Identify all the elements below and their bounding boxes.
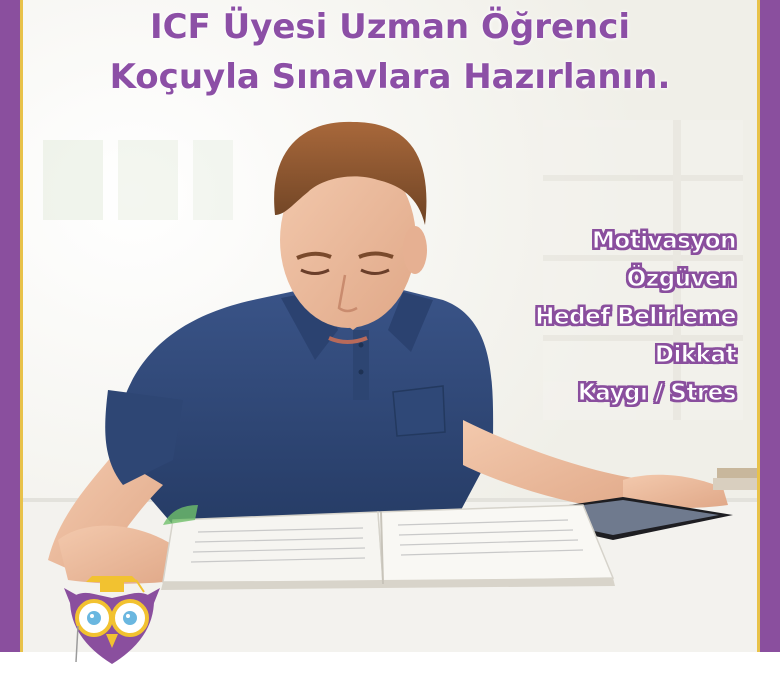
topic-motivasyon: Motivasyon (592, 228, 736, 254)
topic-hedef-belirleme: Hedef Belirleme (535, 304, 736, 330)
topic-kaygi-stres: Kaygı / Stres (577, 380, 736, 406)
topic-dikkat: Dikkat (654, 342, 736, 368)
topic-ozguven: Özgüven (626, 266, 736, 292)
owl-graduate-icon (56, 568, 168, 668)
left-frame-border (0, 0, 20, 652)
headline-line-1: ICF Üyesi Uzman Öğrenci (149, 7, 631, 47)
window (43, 140, 233, 220)
headline-line-2: Koçuyla Sınavlara Hazırlanın. (109, 57, 671, 97)
open-book (161, 505, 615, 590)
headline (23, 2, 757, 102)
coaching-topics-list (535, 222, 736, 412)
right-frame-border (760, 0, 780, 652)
